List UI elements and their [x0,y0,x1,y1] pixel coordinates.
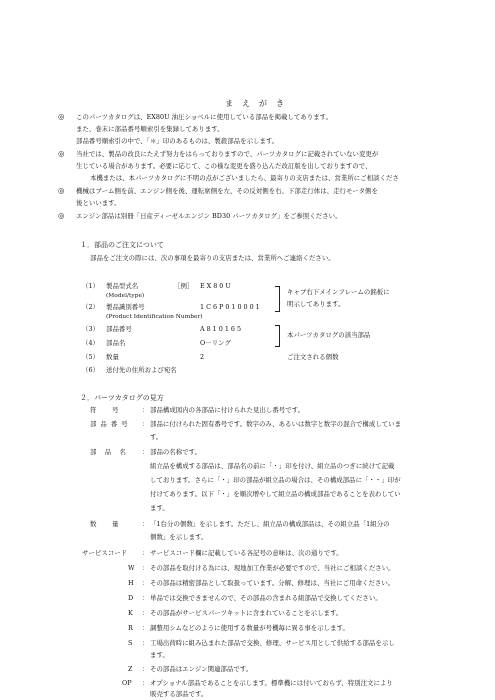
intro-p2-line2: 生じている場合があります。必要に応じて、この様な変更を盛り込んだ改訂版を出しておりますので、 [76,162,372,170]
term-desc: す。 [150,433,163,441]
order-row-value: 2 [200,353,205,361]
page-title: まえがき [225,99,293,108]
order-row-label: 製品識別番号 [106,303,145,311]
intro-p2-line1: 当社では、製品の改良にたえず努力をはらっておりますので、パーツカタログに記載されていない変更が [76,150,379,158]
term-desc: 組立品を構成する部品は、部品名の前に「・」印を付け、組立品のつぎに続けて記載 [150,462,395,470]
note-b: 本パーツカタログの該当部品 [287,331,371,339]
term: 符 号 [90,406,120,414]
code: S [128,639,133,647]
bullet-mark: ◎ [58,186,65,195]
section1-heading: １．部品のご注文について [80,241,164,249]
code: K [128,609,133,617]
intro-p2-line3: 本機または、本パーツカタログに不明の点がございましたら、最寄りの支店または、営業所にご相談くださ [90,174,399,182]
colon: ： [142,406,149,414]
code: Z [128,665,133,673]
code-desc: オプショナル部品であることを示します。標準機には付いておらず、特別注文により [150,679,393,687]
colon: ： [142,679,149,687]
colon: ： [142,639,149,647]
note-c: ご注文される個数 [287,353,339,361]
order-row-value: EX80U [200,282,233,290]
term: 部 品 名 [90,448,127,456]
code: R [128,624,133,632]
code-desc: その部品は精密部品として取扱っています。分解、修理は、当社にご用命ください。 [150,579,395,587]
code-desc: 単品では交換できませんので、その部品の含まれる組部品で交換してください。 [150,594,382,602]
term-desc: ます。 [150,504,169,512]
section1-lead: 部品をご注文の際には、次の事項を最寄りの支店または、営業所へご連絡ください。 [90,254,335,262]
intro-p1-line3: 部品番号順索引の中で、「＊」印のあるものは、製殺部品を示します。 [76,137,279,145]
colon: ： [142,579,149,587]
code-desc: その部品を取付ける為には、現地加工作業が必要ですので、当社にご相談ください。 [150,564,395,572]
term-desc: 部品の名称です。 [150,448,202,456]
order-row-label: 部品名 [106,339,126,347]
colon: ： [142,594,149,602]
intro-p3-line1: 機械はブーム側を前、エンジン側を後、運転席側を左、その反対側を右、下部走行体は、走行モータ側を [76,187,378,195]
colon: ： [142,420,149,428]
code-desc: 調整用シムなどのように使用する数量が号機毎に異る事を示します。 [150,624,349,632]
intro-p1-line1: このパーツカタログは、EX80U 油圧ショベルに使用している部品を掲載してあります。 [76,113,333,121]
note-a-line2: 明示してあります。 [287,300,345,308]
order-row-value: 1C6P010001 [200,303,262,311]
order-row-value: O－リング [200,339,231,347]
order-row-no: （6） [82,366,99,374]
code: H [128,579,134,587]
colon: ： [142,564,149,572]
order-row-value: A810165 [200,325,244,333]
brace [275,325,280,347]
colon: ： [142,624,149,632]
term-desc: しております。さらに「・」印の部品が組立品の場合は、その構成部品に「・・」印が [150,476,401,484]
order-row-label: 送付先の住所および宛名 [106,366,177,374]
code: W [128,564,135,572]
order-row-label: 部品番号 [106,325,132,333]
order-row-label: 数量 [106,353,119,361]
term-desc: サービスコード欄に記載している各記号の意味は、次の通りです。 [150,549,343,557]
order-row-label: 製品型式名 [106,282,139,290]
bullet-mark: ◎ [58,149,65,158]
example-tag: ［例］ [174,282,194,290]
brace [275,286,280,312]
term: 部 品 番 号 [90,420,129,428]
code-desc: ます。 [150,651,169,659]
code-desc: 販売する部品です。 [150,690,208,698]
order-row-no: （3） [82,325,99,333]
term: 数 量 [90,520,120,528]
colon: ： [142,448,149,456]
intro-p1-line2: また、巻末に部品番号順索引を集録してあります。 [76,125,224,133]
order-row-sub: (Model/type) [106,293,145,299]
term-desc: 「1台分の個数」を示します。ただし、組立品の構成部品は、その組立品「1組分の [150,520,390,528]
intro-p3-line2: 後といいます。 [76,199,121,207]
note-a-line1: キャブ右下メインフレームの銘板に [287,288,390,296]
term-desc: 部品構成図内の各部品に付けられた見出し番号です。 [150,406,305,414]
order-row-no: （5） [82,353,99,361]
order-row-no: （4） [82,339,99,347]
term-desc: 個数」を示します。 [150,533,208,541]
code-desc: 工場出荷時に組み込まれた部品で交換、修理、サービス用として供給する部品を示し [150,639,395,647]
code-desc: その部品がサービスパーツキットに含まれていることを示します。 [150,609,343,617]
code-desc: その部品はエンジン関連部品です。 [150,665,253,673]
bullet-mark: ◎ [58,211,65,220]
section2-heading: ２．パーツカタログの見方 [80,394,164,402]
colon: ： [142,520,149,528]
intro-p4-line1: エンジン部品は別冊「日産ディーゼルエンジン BD30 パーツカタログ」をご参照ください。 [76,212,342,220]
colon: ： [142,549,149,557]
term-desc: 付けてあります。以下「・」を順次増やして組立品の構成部品であることを表わしてい [150,490,401,498]
code: D [128,594,134,602]
term: サービスコード [82,549,128,557]
colon: ： [142,609,149,617]
bullet-mark: ◎ [58,112,65,121]
order-row-sub: (Product Identification Number) [106,314,203,320]
term-desc: 部品に付けられた固有番号です。数字のみ、あるいは数字と数字の混合で構成していま [150,420,402,428]
colon: ： [142,665,149,673]
code: OP [122,679,132,687]
order-row-no: （1） [82,282,99,290]
order-row-no: （2） [82,303,99,311]
